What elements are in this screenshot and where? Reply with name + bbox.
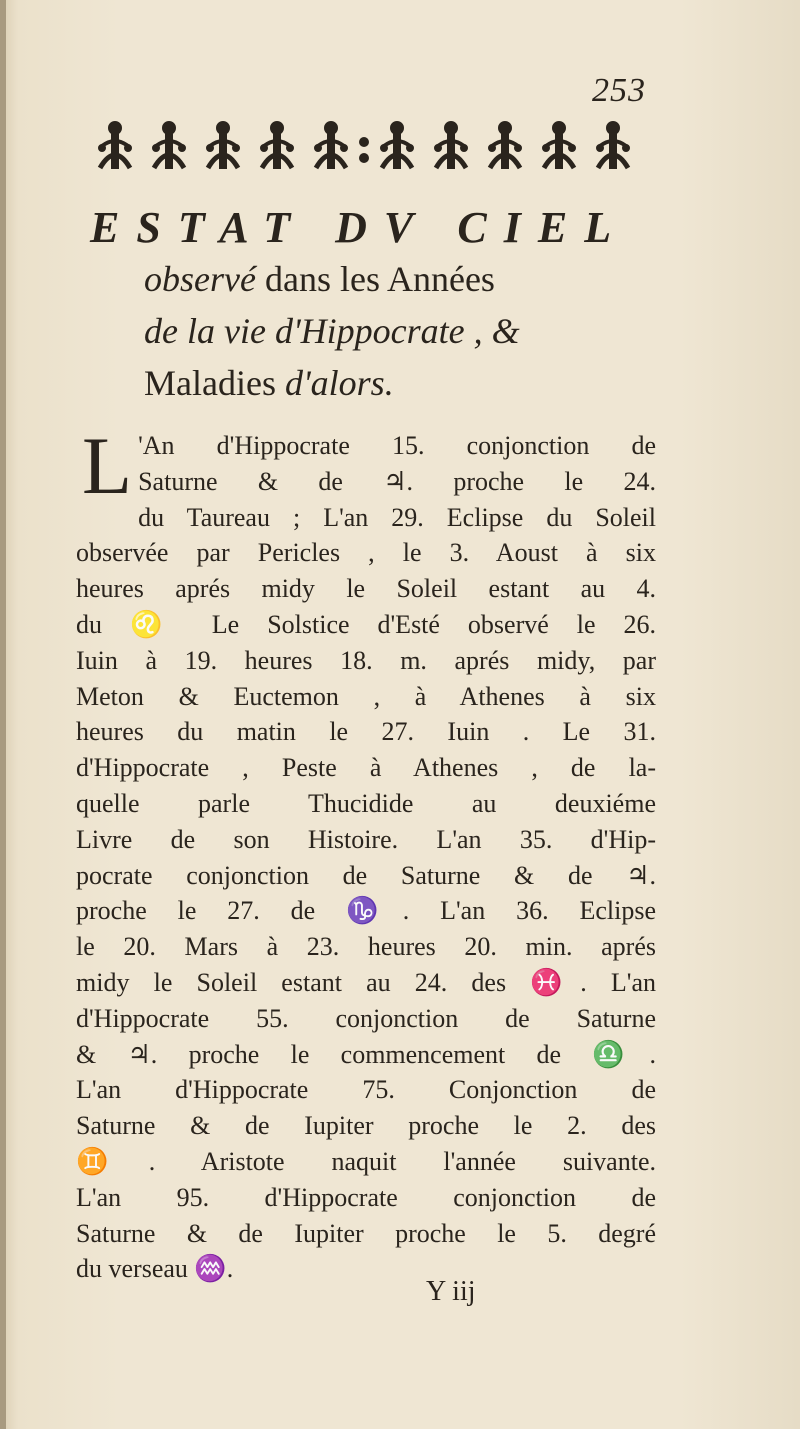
text-line: heures du matin le 27. Iuin . Le 31. [76, 717, 656, 747]
body-paragraph [76, 420, 656, 1287]
text-line: observée par Pericles , le 3. Aoust à six [76, 538, 656, 568]
fleuron-icon [92, 118, 652, 174]
text-line: Saturne & de Iupiter proche le 5. degré [76, 1218, 656, 1248]
text-line: L'an 95. d'Hippocrate conjonction de [76, 1182, 656, 1212]
page-title: ESTAT DV CIEL [90, 203, 629, 252]
subtitle-line-2 [144, 310, 664, 352]
text-line: proche le 27. de ♑. L'an 36. Eclipse [76, 896, 656, 926]
subtitle-text: dans les Années [255, 259, 495, 299]
text-line: du verseau ♒. [76, 1254, 234, 1284]
text-line: d'Hippocrate , Peste à Athenes , de la- [76, 753, 656, 783]
subtitle-italic-word: observé [144, 259, 256, 299]
text-line: pocrate conjonction de Saturne & de ♃. [76, 860, 656, 890]
page-edge [0, 0, 6, 1429]
subtitle-line-1 [144, 258, 664, 300]
subtitle-line-3 [144, 362, 664, 404]
text-line: & ♃. proche le commencement de ♎. [76, 1039, 656, 1069]
text-line: heures aprés midy le Soleil estant au 4. [76, 574, 656, 604]
text-line: ♊. Aristote naquit l'année suivante. [76, 1146, 656, 1176]
text-line: L'an d'Hippocrate 75. Conjonction de [76, 1075, 656, 1105]
text-line: midy le Soleil estant au 24. des ♓. L'an [76, 967, 656, 997]
subtitle-italic-word: d'alors. [284, 363, 394, 403]
text-line: Livre de son Histoire. L'an 35. d'Hip- [76, 824, 656, 854]
text-line: 'An d'Hippocrate 15. conjonction de [138, 431, 656, 460]
text-line: d'Hippocrate 55. conjonction de Saturne [76, 1003, 656, 1033]
fleuron-ornament-band [92, 118, 652, 174]
text-line: Saturne & de Iupiter proche le 2. des [76, 1111, 656, 1141]
subtitle-text: de la vie d'Hippocrate , & [144, 311, 520, 351]
signature-mark: Y iij [426, 1276, 476, 1307]
page-number: 253 [592, 72, 646, 109]
text-line: Meton & Euctemon , à Athenes à six [76, 681, 656, 711]
text-line: du Taureau ; L'an 29. Eclipse du Soleil [138, 502, 656, 532]
drop-cap: L [82, 420, 133, 511]
subtitle-text: Maladies [144, 363, 285, 403]
text-line: quelle parle Thucidide au deuxiéme [76, 788, 656, 818]
text-line: le 20. Mars à 23. heures 20. min. aprés [76, 932, 656, 962]
text-line: du ♌ Le Solstice d'Esté observé le 26. [76, 609, 656, 639]
text-line: Iuin à 19. heures 18. m. aprés midy, par [76, 645, 656, 675]
text-line: Saturne & de ♃. proche le 24. [138, 466, 656, 496]
